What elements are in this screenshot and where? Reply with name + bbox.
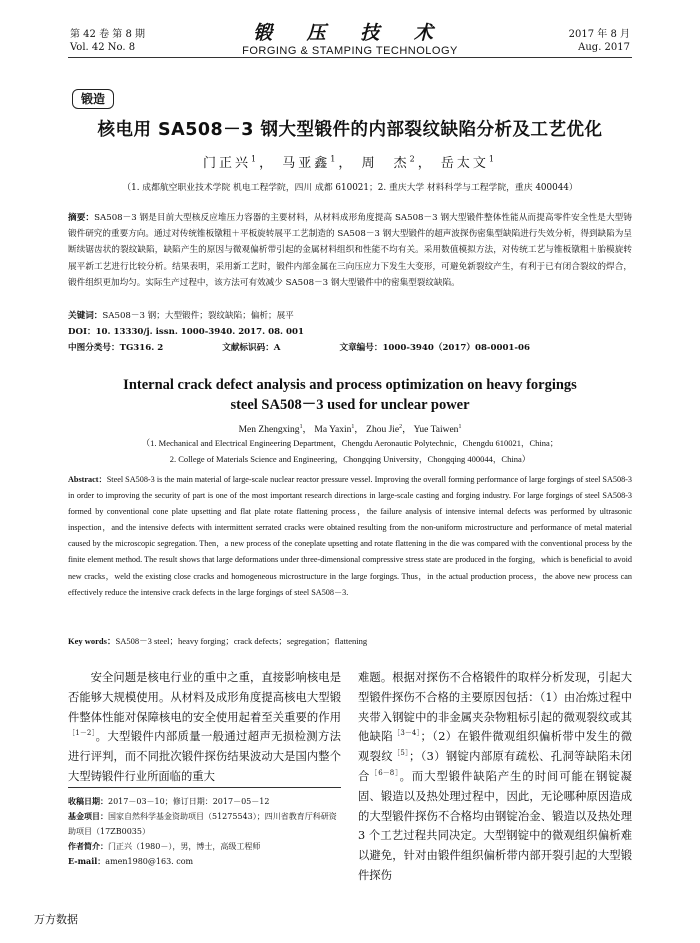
affiliation-en-line1: （1. Mechanical and Electrical Engineering Department，Chengdu Aeronautic Polytechnic，Chengdu 610021，China； bbox=[141, 438, 559, 448]
doi-row bbox=[68, 324, 632, 340]
issue-date bbox=[569, 28, 630, 54]
doc-code-value: A bbox=[273, 343, 281, 353]
received-dates: 2017－03－10；修订日期：2017－05－12 bbox=[108, 797, 270, 806]
date-en: Aug. 2017 bbox=[578, 42, 630, 53]
email-label: E-mail： bbox=[68, 856, 106, 866]
abstract-label-en: Abstract： bbox=[68, 475, 107, 484]
keywords-label-en: Key words： bbox=[68, 636, 116, 646]
authors-en: Men Zhengxing$^1$， Ma Yaxin$^1$， Zhou Jie$^2$， Yue Taiwen$^1$ bbox=[238, 423, 462, 435]
footnote bbox=[68, 794, 341, 869]
author-bio-label: 作者简介： bbox=[68, 841, 108, 851]
affiliation-cn: （1. 成都航空职业技术学院 机电工程学院，四川 成都 610021；2. 重庆大学 材料科学与工程学院，重庆 400044） bbox=[122, 183, 578, 193]
author-sup: 1 bbox=[251, 154, 260, 164]
author-name: 岳太文 bbox=[440, 156, 489, 171]
clc-value: TG316. 2 bbox=[119, 343, 164, 353]
keywords-cn bbox=[68, 308, 632, 324]
author-name-en: Ma Yaxin bbox=[314, 425, 352, 435]
volume-cn: 第 42 卷 第 8 期 bbox=[70, 29, 145, 40]
author-sup: 2 bbox=[409, 154, 418, 164]
body-text: 。大型锻件内部质量一般通过超声无损检测方法进行评判，而不同批次锻件探伤结果波动大是国内整个大型铸锻件行业所面临的重大 bbox=[68, 730, 341, 783]
title-cn: 核电用 SA508－3 钢大型锻件的内部裂纹缺陷分析及工艺优化 bbox=[97, 120, 603, 140]
doc-code-label: 文献标识码： bbox=[222, 343, 274, 353]
abstract-label-cn: 摘要： bbox=[68, 213, 95, 223]
body-text: 难题。根据对探伤不合格锻件的取样分析发现，引起大型锻件探伤不合格的主要原因包括：（1）由冶炼过程中夹带入钢锭中的非金属夹杂物粗标引起的微观裂纹或其他缺陷 bbox=[358, 671, 632, 744]
author-name: 马亚鑫 bbox=[282, 156, 331, 171]
authors-cn: 门正兴$^1$， 马亚鑫$^1$， 周 杰$^2$， 岳太文$^1$ bbox=[203, 154, 497, 171]
body-right-column bbox=[358, 668, 632, 886]
journal-name-cn: 锻 压 技 术 bbox=[253, 22, 447, 44]
body-text: 安全问题是核电行业的重中之重，直接影响核电是否能够大规模使用。从材料及成形角度提高核电大型锻件整体性能对保障核电的安全使用起着至关重要的作用 bbox=[68, 671, 341, 724]
author-sup: 2 bbox=[399, 423, 403, 430]
abstract-text-en: Steel SA508-3 is the main material of large-scale nuclear reactor pressure vessel. Improving the overall forming performance of large forgings of steel SA508-3 in order to improving the security of part is one of the most important research directions in large-scale casting and forging industry. For large forgings of steel SA508-3 formed by conventional cone plate upsetting and flat plate rotate flattening process，the failure analysis of intensive internal defects was performed by ultrasonic inspection，and the intensive defects with intermittent serrated cracks were obtained resulting from the non-uniform microstructure and performance of metal material caused by the microscopic segregation. Then，a new process of the coneplate upsetting and rotate flattening in the die was compared with the conventional process by the finite element method. The result shows that large deformations under three-dimensional compressive stress state are produced in the forging，which is beneficial to avoid new cracks，weld the existing close cracks and homogeneous microstructure in the large forgings. Thus，in the actual production process，the above new process can effectively reduce the intensive crack defects in the large forgings of steel SA508－3. bbox=[68, 475, 633, 597]
doi-label: DOI： bbox=[68, 327, 96, 337]
keywords-label-cn: 关键词： bbox=[68, 311, 103, 321]
email-address: amen1980@163. com bbox=[105, 857, 194, 866]
abstract-cn bbox=[68, 210, 632, 291]
journal-name-en: FORGING & STAMPING TECHNOLOGY bbox=[242, 45, 458, 57]
doi-text: 10. 13330/j. issn. 1000-3940. 2017. 08. 001 bbox=[95, 327, 304, 337]
author-sup: 1 bbox=[458, 423, 462, 430]
article-no-label: 文章编号： bbox=[339, 343, 383, 353]
citation: ［1－2］ bbox=[68, 729, 96, 738]
citation: ［3－4］ bbox=[393, 729, 421, 738]
citation: ［6－8］ bbox=[370, 769, 400, 778]
fund-text: 国家自然科学基金资助项目（51275543）；四川省教育厅科研资助项目（17ZB0035） bbox=[68, 812, 337, 836]
body-text: ；（3）钢锭内部原有疏松、孔洞等缺陷未闭合 bbox=[358, 750, 632, 783]
database-watermark: 万方数据 bbox=[34, 913, 78, 926]
received-label: 收稿日期： bbox=[68, 796, 108, 806]
column-tag: 锻造 bbox=[72, 89, 114, 109]
classification-row bbox=[68, 340, 632, 356]
article-no-value: 1000-3940（2017）08-0001-06 bbox=[382, 343, 530, 353]
date-cn: 2017 年 8 月 bbox=[568, 29, 630, 40]
footnote-divider bbox=[68, 787, 341, 788]
keywords-text-cn: SA508－3 钢；大型锻件；裂纹缺陷；偏析；展平 bbox=[102, 311, 294, 321]
body-text: 。而大型锻件缺陷产生的时间可能在钢锭凝固、锻造以及热处理过程中，因此，无论哪种原因造成的大型锻件探伤不合格均由钢锭冶金、锻造以及热处理 3 个工艺过程共同决定。大型钢锭中的微观组织偏析难以避免，针对由锻件组织偏析带内部开裂引起的大型锻件探伤 bbox=[358, 769, 632, 882]
body-text: ；（2）在锻件微观组织偏析带中发生的微观裂纹 bbox=[358, 730, 632, 764]
author-sup: 1 bbox=[351, 423, 355, 430]
author-name-en: Yue Taiwen bbox=[413, 425, 459, 435]
title-en-line1: Internal crack defect analysis and process optimization on heavy forgings bbox=[123, 377, 577, 393]
title-en-line2: steel SA508－3 used for unclear power bbox=[230, 397, 470, 413]
author-name-en: Zhou Jie bbox=[366, 425, 400, 435]
author-sup: 1 bbox=[299, 423, 303, 430]
keywords-en bbox=[68, 635, 632, 647]
title-en bbox=[0, 375, 700, 415]
abstract-en bbox=[68, 472, 632, 601]
affiliation-en-line2: 2. College of Materials Science and Engineering，Chongqing University，Chongqing 400044，China） bbox=[169, 454, 531, 464]
author-name-en: Men Zhengxing bbox=[238, 425, 300, 435]
keywords-text-en: SA508－3 steel；heavy forging；crack defects；segregation；flattening bbox=[115, 636, 368, 646]
abstract-text-cn: SA508－3 钢是目前大型核反应堆压力容器的主要材料，从材料成形角度提高 SA508－3 钢大型锻件整体性能从而提高零件安全性是大型铸锻件研究的重要方向。通过对传统锥板镦粗＋平板旋转展平工艺制造的 SA508－3 钢大型锻件的超声波探伤密集型缺陷进行失效分析，得到缺陷为呈断续锯齿状的裂纹缺陷，缺陷产生的原因与微观偏析带引起的金属材料组织和性能不均有关。采用数值模拟方法，对传统工艺与锥板镦粗＋胎模旋转展平新工艺进行比较分析。结果表明，采用新工艺时，锻件内部金属在三向压应力下发生大变形，可避免新裂纹产生，有利于已有闭合裂纹的焊合，锻件组织更加均匀。实际生产过程中，该方法可有效减少 SA508－3 钢大型锻件中的密集型裂纹缺陷。 bbox=[68, 213, 632, 288]
volume-en: Vol. 42 No. 8 bbox=[70, 42, 136, 53]
author-bio: 门正兴（1980－），男，博士，高级工程师 bbox=[108, 842, 261, 851]
author-name: 周 杰 bbox=[361, 156, 410, 171]
fund-label: 基金项目： bbox=[68, 811, 108, 821]
citation: ［5］ bbox=[392, 749, 409, 758]
author-sup: 1 bbox=[488, 154, 497, 164]
author-name: 门正兴 bbox=[203, 156, 252, 171]
author-sup: 1 bbox=[330, 154, 339, 164]
body-left-column bbox=[68, 668, 341, 787]
clc-label: 中图分类号： bbox=[68, 343, 120, 353]
header-divider bbox=[68, 57, 632, 58]
